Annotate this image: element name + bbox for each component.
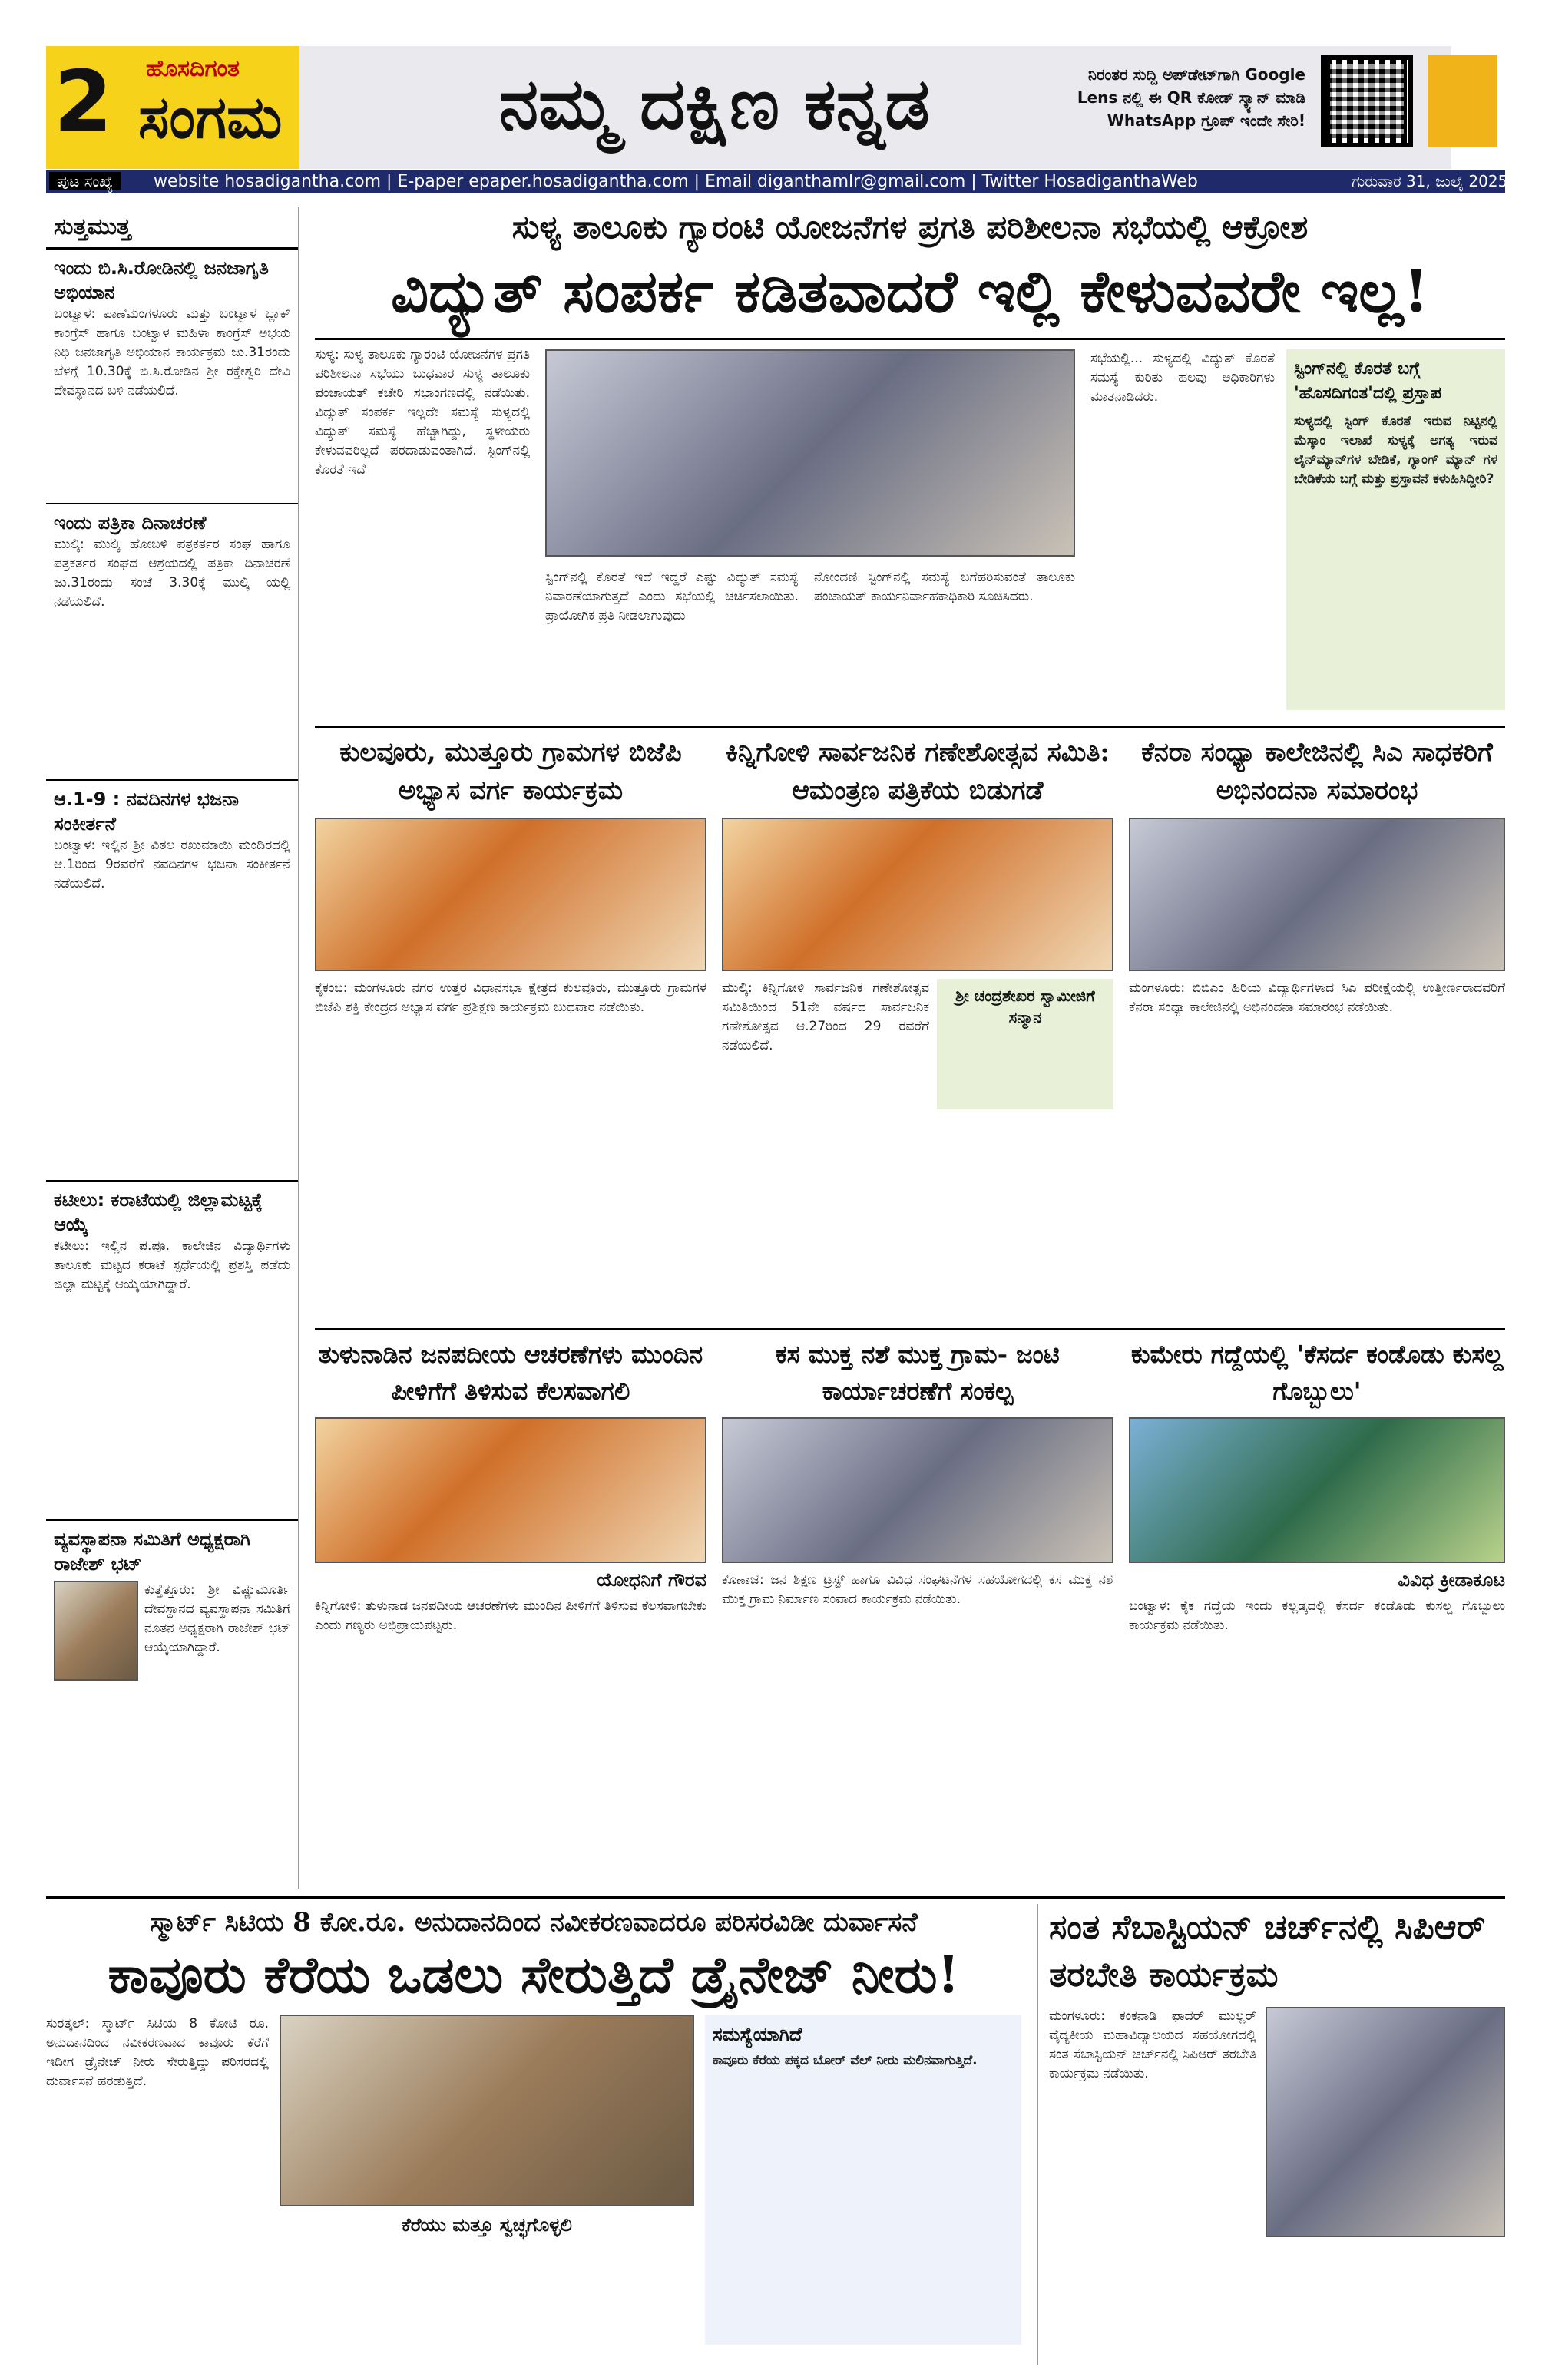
story-photo bbox=[1129, 1417, 1505, 1563]
story-headline: ಕೆನರಾ ಸಂಧ್ಯಾ ಕಾಲೇಜಿನಲ್ಲಿ ಸಿಎ ಸಾಧಕರಿಗೆ ಅಭಿನಂದನಾ ಸಮಾರಂಭ bbox=[1141, 737, 1493, 806]
section-title: ನಮ್ಮ ದಕ್ಷಿಣ ಕನ್ನಡ bbox=[499, 62, 930, 145]
divider bbox=[315, 726, 1505, 728]
story-bjp-training bbox=[315, 733, 706, 1324]
sidebar-item-head: ಇಂದು ಬಿ.ಸಿ.ರೋಡಿನಲ್ಲಿ ಜನಜಾಗೃತಿ ಅಭಿಯಾನ bbox=[54, 257, 269, 303]
story-headline: ಕಸ ಮುಕ್ತ ನಶೆ ಮುಕ್ತ ಗ್ರಾಮ- ಜಂಟಿ ಕಾರ್ಯಾಚರಣೆಗೆ ಸಂಕಲ್ಪ bbox=[776, 1340, 1060, 1406]
sidebox-body: ಕಾವೂರು ಕೆರೆಯ ಪಕ್ಕದ ಬೋರ್ ವೆಲ್ ನೀರು ಮಲಿನವಾಗುತ್ತಿದೆ. bbox=[713, 2053, 978, 2068]
sidebar-item-body: ಕುತ್ತೆತ್ತೂರು: ಶ್ರೀ ವಿಷ್ಣುಮೂರ್ತಿ ದೇವಸ್ಥಾನದ ವ್ಯವಸ್ಥಾಪನಾ ಸಮಿತಿಗೆ ನೂತನ ಅಧ್ಯಕ್ಷರಾಗಿ ರಾಜೇಶ್ ಭಟ್ ಆಯ್ಕೆಯಾಗಿದ್ದಾರೆ. bbox=[144, 1582, 290, 1655]
lead-headline: ವಿದ್ಯುತ್ ಸಂಪರ್ಕ ಕಡಿತವಾದರೆ ಇಲ್ಲಿ ಕೇಳುವವರೇ ಇಲ್ಲ! bbox=[391, 257, 1429, 326]
sidebar-item bbox=[46, 1519, 298, 1687]
story-headline: ಕುಲವೂರು, ಮುತ್ತೂರು ಗ್ರಾಮಗಳ ಬಿಜೆಪಿ ಅಭ್ಯಾಸ ವರ್ಗ ಕಾರ್ಯಕ್ರಮ bbox=[339, 737, 682, 806]
story-subhead: ವಿವಿಧ ಕ್ರೀಡಾಕೂಟ bbox=[1398, 1569, 1505, 1591]
story-subhead: ಯೋಧನಿಗೆ ಗೌರವ bbox=[597, 1569, 706, 1591]
story-kavoor-lake bbox=[46, 1904, 1021, 2365]
sidebar-item-body: ಬಂಟ್ವಾಳ: ಇಲ್ಲಿನ ಶ್ರೀ ವಿಠಲ ರಖುಮಾಯಿ ಮಂದಿರದಲ್ಲಿ ಆ.1ರಿಂದ 9ರವರೆಗೆ ನವದಿನಗಳ ಭಜನಾ ಸಂಕೀರ್ತನೆ ನಡೆಯಲಿದೆ. bbox=[54, 838, 290, 891]
story-photo bbox=[280, 2015, 694, 2206]
brand-logo-small: ಹೊಸದಿಗಂತ bbox=[146, 55, 240, 82]
sidebar-item-body: ಬಂಟ್ವಾಳ: ಪಾಣೆಮಂಗಳೂರು ಮತ್ತು ಬಂಟ್ವಾಳ ಬ್ಲಾಕ್ ಕಾಂಗ್ರೆಸ್ ಹಾಗೂ ಬಂಟ್ವಾಳ ಮಹಿಳಾ ಕಾಂಗ್ರೆಸ್ ಅಭಯ ನಿಧಿ ಜನಜಾಗೃತಿ ಅಭಿಯಾನ ಕಾರ್ಯಕ್ರಮ ಜು.31ರಂದು ಬೆಳಗ್ಗೆ 10.30ಕ್ಕೆ ಬಿ.ಸಿ.ರೋಡಿನ ಶ್ರೀ ರಕ್ತೇಶ್ವರಿ ದೇವಿ ದೇವಸ್ಥಾನದ ಬಳಿ ನಡೆಯಲಿದೆ. bbox=[54, 306, 290, 398]
story-photo bbox=[722, 818, 1113, 971]
sidebar-item-head: ವ್ಯವಸ್ಥಾಪನಾ ಸಮಿತಿಗೆ ಅಧ್ಯಕ್ಷರಾಗಿ ರಾಜೇಶ್ ಭಟ್ bbox=[54, 1529, 250, 1575]
qr-code-pattern bbox=[1330, 64, 1404, 138]
story-body: ಬಂಟ್ವಾಳ: ಕೈಕ ಗದ್ದೆಯ ಇಂದು ಕಲ್ಲಡ್ಕದಲ್ಲಿ ಕೆಸರ್ದ ಕಂಡೊಡು ಕುಸಲ್ದ ಗೊಬ್ಬುಲು ಕಾರ್ಯಕ್ರಮ ನಡೆಯಿತು. bbox=[1129, 1598, 1505, 1633]
sidebar-item-body: ಮುಲ್ಕಿ: ಮುಲ್ಕಿ ಹೋಬಳಿ ಪತ್ರಕರ್ತರ ಸಂಘ ಹಾಗೂ ಪತ್ರಕರ್ತರ ಸಂಘದ ಆಶ್ರಯದಲ್ಲಿ ಪತ್ರಿಕಾ ದಿನಾಚರಣೆ ಜು.31ರಂದು ಸಂಜೆ 3.30ಕ್ಕೆ ಮುಲ್ಕಿ ಯಲ್ಲಿ ನಡೆಯಲಿದೆ. bbox=[54, 537, 290, 610]
story-ganeshotsava bbox=[722, 733, 1113, 1324]
story-sidebox bbox=[705, 2015, 1021, 2345]
sidebox-title: ಸ್ಟಿಂಗ್‌ನಲ್ಲಿ ಕೊರತೆ ಬಗ್ಗೆ 'ಹೊಸದಿಗಂತ'ದಲ್ಲಿ ಪ್ರಸ್ತಾಪ bbox=[1294, 359, 1441, 403]
story-canara-college bbox=[1129, 733, 1505, 1324]
lead-body-mid2: ನೋಂದಣಿ ಸ್ಟಿಂಗ್‌ನಲ್ಲಿ ಸಮಸ್ಯೆ ಬಗೆಹರಿಸುವಂತೆ ತಾಲೂಕು ಪಂಚಾಯತ್ ಕಾರ್ಯನಿರ್ವಾಹಕಾಧಿಕಾರಿ ಸೂಚಿಸಿದರು. bbox=[814, 570, 1075, 604]
story-body: ಕಿನ್ನಿಗೋಳಿ: ತುಳುನಾಡ ಜನಪದೀಯ ಆಚರಣೆಗಳು ಮುಂದಿನ ಪೀಳಿಗೆಗೆ ತಿಳಿಸುವ ಕೆಲಸವಾಗಬೇಕು ಎಂದು ಗಣ್ಯರು ಅಭಿಪ್ರಾಯಪಟ್ಟರು. bbox=[315, 1598, 706, 1633]
lead-photo bbox=[545, 349, 1075, 557]
avatar bbox=[54, 1581, 138, 1681]
story-cpr-training bbox=[1037, 1904, 1505, 2365]
story-photo bbox=[1129, 818, 1505, 971]
sidebox-title: ಸಮಸ್ಯೆಯಾಗಿದೆ bbox=[713, 2024, 802, 2045]
edition-date: ಗುರುವಾರ 31, ಜುಲೈ 2025 bbox=[1352, 172, 1508, 190]
lead-body-mid1: ಸ್ಟಿಂಗ್‌ನಲ್ಲಿ ಕೊರತೆ ಇದೆ ಇದ್ದರೆ ಎಷ್ಟು ವಿದ್ಯುತ್ ಸಮಸ್ಯೆ ನಿವಾರಣೆಯಾಗುತ್ತದೆ ಎಂದು ಸಭೆಯಲ್ಲಿ ಚರ್ಚಿಸಲಾಯಿತು. ಪ್ರಾಯೋಗಿಕ ಪ್ರತಿ ನೀಡಲಾಗುವುದು bbox=[545, 570, 799, 623]
story-clean-village bbox=[722, 1336, 1113, 1889]
sidebar-title: ಸುತ್ತಮುತ್ತ bbox=[46, 207, 298, 250]
sidebar-item-head: ಇಂದು ಪತ್ರಿಕಾ ದಿನಾಚರಣೆ bbox=[54, 512, 207, 534]
story-body: ಮಂಗಳೂರು: ಕಂಕನಾಡಿ ಫಾದರ್ ಮುಲ್ಲರ್ ವೈದ್ಯಕೀಯ ಮಹಾವಿದ್ಯಾಲಯದ ಸಹಯೋಗದಲ್ಲಿ ಸಂತ ಸೆಬಾಸ್ಟಿಯನ್ ಚರ್ಚ್‌ನಲ್ಲಿ ಸಿಪಿಆರ್ ತರಬೇತಿ ಕಾರ್ಯಕ್ರಮ ನಡೆಯಿತು. bbox=[1049, 2008, 1256, 2081]
story-headline: ತುಳುನಾಡಿನ ಜನಪದೀಯ ಆಚರಣೆಗಳು ಮುಂದಿನ ಪೀಳಿಗೆಗೆ ತಿಳಿಸುವ ಕೆಲಸವಾಗಲಿ bbox=[318, 1340, 703, 1406]
lead-body-right: ಸಭೆಯಲ್ಲಿ... ಸುಳ್ಯದಲ್ಲಿ ವಿದ್ಯುತ್ ಕೊರತೆ ಸಮಸ್ಯೆ ಕುರಿತು ಹಲವು ಅಧಿಕಾರಿಗಳು ಮಾತನಾಡಿದರು. bbox=[1090, 351, 1275, 405]
sidebar bbox=[46, 207, 299, 1889]
story-body: ಕೈಕಂಬ: ಮಂಗಳೂರು ನಗರ ಉತ್ತರ ವಿಧಾನಸಭಾ ಕ್ಷೇತ್ರದ ಕುಲವೂರು, ಮುತ್ತೂರು ಗ್ರಾಮಗಳ ಬಿಜೆಪಿ ಶಕ್ತಿ ಕೇಂದ್ರದ ಅಭ್ಯಾಸ ವರ್ಗ ಪ್ರಶಿಕ್ಷಣ ಕಾರ್ಯಕ್ರಮ ಬುಧವಾರ ನಡೆಯಿತು. bbox=[315, 980, 706, 1015]
lead-sidebox bbox=[1286, 349, 1505, 710]
sidebar-item bbox=[46, 1180, 298, 1519]
sidebox-body: ಸುಳ್ಯದಲ್ಲಿ ಸ್ಟಿಂಗ್ ಕೊರತೆ ಇರುವ ನಿಟ್ಟಿನಲ್ಲಿ ಮೆಸ್ಕಾಂ ಇಲಾಖೆ ಸುಳ್ಯಕ್ಕೆ ಅಗತ್ಯ ಇರುವ ಲೈನ್‌ಮ್ಯಾನ್‌ಗಳ ಬೇಡಿಕೆ, ಗ್ಯಾಂಗ್ ಮ್ಯಾನ್ ಗಳ ಬೇಡಿಕೆಯ ಬಗ್ಗೆ ಮತ್ತು ಪ್ರಸ್ತಾವನೆ ಕಳುಹಿಸಿದ್ದೀರಿ? bbox=[1294, 414, 1497, 487]
divider bbox=[46, 1896, 1505, 1899]
divider bbox=[315, 1328, 1505, 1330]
story-body: ಸುರತ್ಕಲ್: ಸ್ಮಾರ್ಟ್ ಸಿಟಿಯ 8 ಕೋಟಿ ರೂ. ಅನುದಾನದಿಂದ ನವೀಕರಣವಾದ ಕಾವೂರು ಕೆರೆಗೆ ಇದೀಗ ಡ್ರೈನೇಜ್ ನೀರು ಸೇರುತ್ತಿದ್ದು ಪರಿಸರದಲ್ಲಿ ದುರ್ವಾಸನೆ ಹರಡುತ್ತಿದೆ. bbox=[46, 2016, 269, 2089]
story-kesardha bbox=[1129, 1336, 1505, 1889]
story-body: ಕೊಣಾಜೆ: ಜನ ಶಿಕ್ಷಣ ಟ್ರಸ್ಟ್ ಹಾಗೂ ವಿವಿಧ ಸಂಘಟನೆಗಳ ಸಹಯೋಗದಲ್ಲಿ ಕಸ ಮುಕ್ತ ನಶೆ ಮುಕ್ತ ಗ್ರಾಮ ನಿರ್ಮಾಣ ಸಂವಾದ ಕಾರ್ಯಕ್ರಮ ನಡೆಯಿತು. bbox=[722, 1572, 1113, 1607]
contact-links[interactable]: website hosadigantha.com | E-paper epaper.hosadigantha.com | Email diganthamlr@gmail.com | Twitter HosadiganthaWeb bbox=[154, 172, 1198, 191]
story-kicker: ಸ್ಮಾರ್ಟ್ ಸಿಟಿಯ 8 ಕೋ.ರೂ. ಅನುದಾನದಿಂದ ನವೀಕರಣವಾದರೂ ಪರಿಸರವಿಡೀ ದುರ್ವಾಸನೆ bbox=[150, 1907, 918, 1938]
story-headline: ಕಿನ್ನಿಗೋಳಿ ಸಾರ್ವಜನಿಕ ಗಣೇಶೋತ್ಸವ ಸಮಿತಿ: ಆಮಂತ್ರಣ ಪತ್ರಿಕೆಯ ಬಿಡುಗಡೆ bbox=[726, 737, 1110, 806]
page-label: ಪುಟ ಸಂಖ್ಯೆ bbox=[49, 172, 121, 190]
story-photo bbox=[722, 1417, 1113, 1563]
story-photo bbox=[315, 818, 706, 971]
qr-note: ನಿರಂತರ ಸುದ್ದಿ ಅಪ್‌ಡೇಟ್‌ಗಾಗಿ Google Lens ನಲ್ಲಿ ಈ QR ಕೋಡ್ ಸ್ಕ್ಯಾನ್ ಮಾಡಿ WhatsApp ಗ್ರೂಪ್ ಇಂದೇ ಸೇರಿ! bbox=[1077, 65, 1305, 130]
story-body: ಮುಲ್ಕಿ: ಕಿನ್ನಿಗೋಳಿ ಸಾರ್ವಜನಿಕ ಗಣೇಶೋತ್ಸವ ಸಮಿತಿಯಿಂದ 51ನೇ ವರ್ಷದ ಸಾರ್ವಜನಿಕ ಗಣೇಶೋತ್ಸವ ಆ.27ರಿಂದ 29 ರವರೆಗೆ ನಡೆಯಲಿದೆ. bbox=[722, 980, 929, 1053]
story-body: ಮಂಗಳೂರು: ಬಿಬಿಎಂ ಹಿರಿಯ ವಿದ್ಯಾರ್ಥಿಗಳಾದ ಸಿಎ ಪರೀಕ್ಷೆಯಲ್ಲಿ ಉತ್ತೀರ್ಣರಾದವರಿಗೆ ಕೆನರಾ ಸಂಧ್ಯಾ ಕಾಲೇಜಿನಲ್ಲಿ ಅಭಿನಂದನಾ ಸಮಾರಂಭ ನಡೆಯಿತು. bbox=[1129, 980, 1505, 1015]
page-number: 2 bbox=[54, 52, 113, 150]
sidebar-item-body: ಕಟೀಲು: ಇಲ್ಲಿನ ಪ.ಪೂ. ಕಾಲೇಜಿನ ವಿದ್ಯಾರ್ಥಿಗಳು ತಾಲೂಕು ಮಟ್ಟದ ಕರಾಟೆ ಸ್ಪರ್ಧೆಯಲ್ಲಿ ಪ್ರಶಸ್ತಿ ಪಡೆದು ಜಿಲ್ಲಾ ಮಟ್ಟಕ್ಕೆ ಆಯ್ಕೆಯಾಗಿದ್ದಾರೆ. bbox=[54, 1238, 290, 1292]
sidebar-item bbox=[46, 779, 298, 1180]
story-subhead: ಕೆರೆಯು ಮತ್ತೂ ಸ್ವಚ್ಛಗೊಳ್ಳಲಿ bbox=[402, 2214, 572, 2236]
divider bbox=[315, 338, 1505, 340]
google-lens-badge bbox=[1428, 55, 1497, 147]
story-tulunadu bbox=[315, 1336, 706, 1889]
sidebar-item-head: ಕಟೀಲು: ಕರಾಟೆಯಲ್ಲಿ ಜಿಲ್ಲಾಮಟ್ಟಕ್ಕೆ ಆಯ್ಕೆ bbox=[54, 1189, 263, 1235]
story-photo bbox=[315, 1417, 706, 1563]
brand-logo-big: ಸಂಗಮ bbox=[138, 83, 283, 151]
lead-kicker: ಸುಳ್ಯ ತಾಲೂಕು ಗ್ಯಾರಂಟಿ ಯೋಜನೆಗಳ ಪ್ರಗತಿ ಪರಿಶೀಲನಾ ಸಭೆಯಲ್ಲಿ ಆಕ್ರೋಶ bbox=[511, 208, 1309, 246]
story-photo bbox=[1266, 2007, 1505, 2237]
story-headline: ಕುಮೇರು ಗದ್ದೆಯಲ್ಲಿ 'ಕೆಸರ್ದ ಕಂಡೊಡು ಕುಸಲ್ದ ಗೊಬ್ಬುಲು' bbox=[1131, 1340, 1503, 1406]
story-sidebox: ಶ್ರೀ ಚಂದ್ರಶೇಖರ ಸ್ವಾಮೀಜಿಗೆ ಸನ್ಮಾನ bbox=[937, 979, 1113, 1109]
story-headline: ಕಾವೂರು ಕೆರೆಯ ಒಡಲು ಸೇರುತ್ತಿದೆ ಡ್ರೈನೇಜ್ ನೀರು! bbox=[108, 1945, 960, 2005]
story-headline: ಸಂತ ಸೆಬಾಸ್ಟಿಯನ್ ಚರ್ಚ್‌ನಲ್ಲಿ ಸಿಪಿಆರ್ ತರಬೇತಿ ಕಾರ್ಯಕ್ರಮ bbox=[1049, 1908, 1486, 1995]
sidebar-item-head: ಆ.1-9 : ನವದಿನಗಳ ಭಜನಾ ಸಂಕೀರ್ತನೆ bbox=[54, 788, 239, 835]
lead-body-left: ಸುಳ್ಯ: ಸುಳ್ಯ ತಾಲೂಕು ಗ್ಯಾರಂಟಿ ಯೋಜನೆಗಳ ಪ್ರಗತಿ ಪರಿಶೀಲನಾ ಸಭೆಯು ಬುಧವಾರ ಸುಳ್ಯ ತಾಲೂಕು ಪಂಚಾಯತ್ ಕಚೇರಿ ಸಭಾಂಗಣದಲ್ಲಿ ನಡೆಯಿತು. ವಿದ್ಯುತ್ ಸಂಪರ್ಕ ಇಲ್ಲದೇ ಸಮಸ್ಯೆ ಸುಳ್ಯದಲ್ಲಿ ವಿದ್ಯುತ್ ಸಮಸ್ಯೆ ಹೆಚ್ಚಾಗಿದ್ದು, ಸ್ಥಳೀಯರು ಕೇಳುವವರಿಲ್ಲದೆ ಪರದಾಡುವಂತಾಗಿದೆ. ಸ್ಟಿಂಗ್‌ನಲ್ಲಿ ಕೊರತೆ ಇದೆ bbox=[315, 347, 530, 478]
sidebar-item bbox=[46, 503, 298, 779]
sidebar-item bbox=[46, 250, 298, 503]
